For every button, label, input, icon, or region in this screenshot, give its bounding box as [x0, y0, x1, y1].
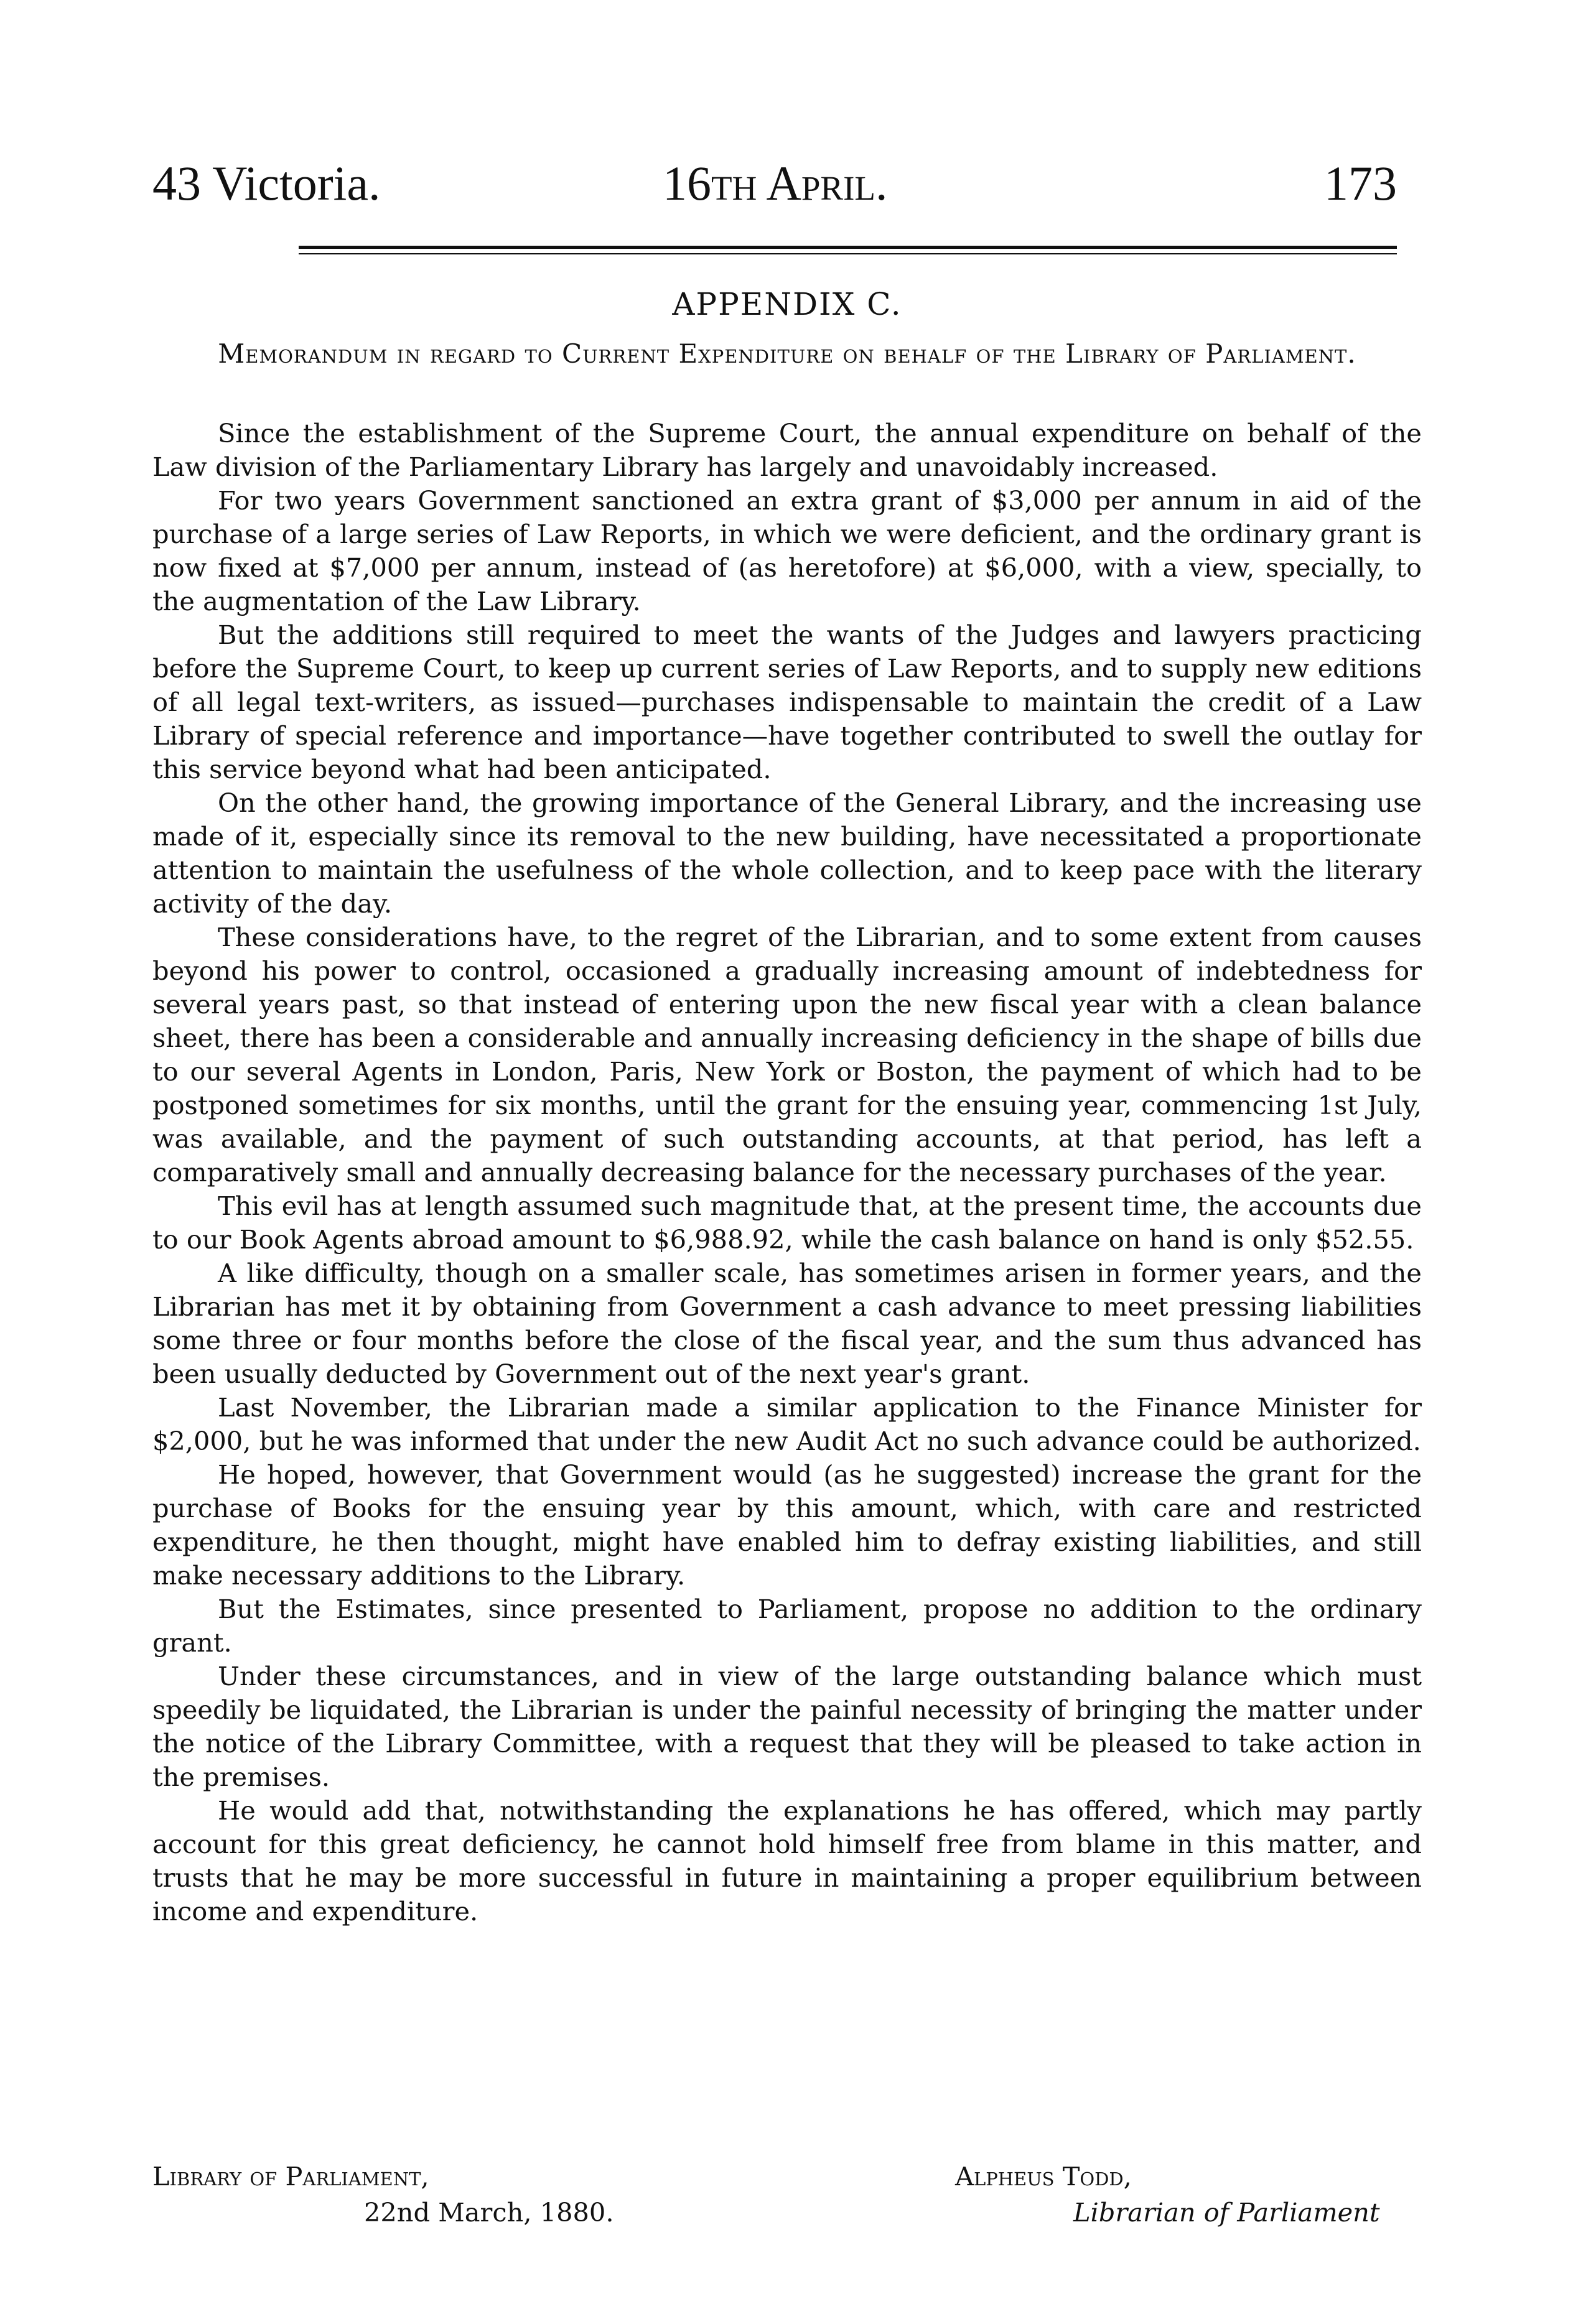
memorandum-body	[152, 417, 1422, 1928]
signatory-title: Librarian of Parliament	[1073, 2197, 1380, 2228]
memorandum-heading: Memorandum in regard to Current Expenditure on behalf of the Library of Parliament.	[218, 338, 1356, 369]
paragraph: He would add that, notwithstanding the explanations he has offered, which may partly account for this great deficiency, he cannot hold himself free from blame in this matter, and trusts that he may be more successful in future in maintaining a proper equilibrium between income and expenditure.	[152, 1795, 1422, 1927]
header-rule-thin	[299, 253, 1397, 254]
paragraph: But the additions still required to meet the wants of the Judges and lawyers practicing before the Supreme Court, to keep up current series of Law Reports, and to supply new editions of all legal text-writers, as issued—purchases indispensable to maintain the credit of a Law Library of special reference and importance—have together contributed to swell the outlay for this service beyond what had been anticipated.	[152, 620, 1422, 784]
paragraph: For two years Government sanctioned an extra grant of $3,000 per annum in aid of the purchase of a large series of Law Reports, in which we were deficient, and the ordinary grant is now fixed at $7,000 per annum, instead of (as heretofore) at $6,000, with a view, specially, to the augmentation of the Law Library.	[152, 485, 1422, 616]
date-label: 16th April.	[663, 156, 888, 210]
paragraph: Since the establishment of the Supreme Court, the annual expenditure on behalf of the Law division of the Parliamentary Library has largely and unavoidably increased.	[152, 418, 1422, 482]
paragraph: On the other hand, the growing importance of the General Library, and the increasing use made of it, especially since its removal to the new building, have necessitated a proportionate attention to maintain the usefulness of the whole collection, and to keep pace with the literary activity of the day.	[152, 788, 1422, 919]
paragraph: Last November, the Librarian made a similar application to the Finance Minister for $2,000, but he was informed that under the new Audit Act no such advance could be authorized.	[152, 1392, 1422, 1456]
signatory-name: Alpheus Todd,	[955, 2161, 1132, 2192]
appendix-title: APPENDIX C.	[672, 286, 902, 322]
signature-block	[152, 2159, 1422, 2239]
session-label: 43 Victoria.	[152, 156, 381, 210]
signature-date: 22nd March, 1880.	[364, 2197, 614, 2228]
running-head	[152, 149, 1397, 218]
paragraph: These considerations have, to the regret of the Librarian, and to some extent from causes beyond his power to control, occasioned a gradually increasing amount of indebtedness for several years past, so that instead of entering upon the new fiscal year with a clean balance sheet, there has been a considerable and annually increasing deficiency in the shape of bills due to our several Agents in London, Paris, New York or Boston, the payment of which had to be postponed sometimes for six months, until the grant for the ensuing year, commencing 1st July, was available, and the payment of such outstanding accounts, at that period, has left a comparatively small and annually decreasing balance for the necessary purchases of the year.	[152, 922, 1422, 1188]
paragraph: This evil has at length assumed such magnitude that, at the present time, the accounts due to our Book Agents abroad amount to $6,988.92, while the cash balance on hand is only $52.55.	[152, 1191, 1422, 1255]
paragraph: A like difficulty, though on a smaller scale, has sometimes arisen in former years, and the Librarian has met it by obtaining from Government a cash advance to meet pressing liabilities some three or four months before the close of the fiscal year, and the sum thus advanced has been usually deducted by Government out of the next year's grant.	[152, 1258, 1422, 1389]
signature-place: Library of Parliament,	[152, 2161, 429, 2192]
paragraph: He hoped, however, that Government would (as he suggested) increase the grant for the purchase of Books for the ensuing year by this amount, which, with care and restricted expenditure, he then thought, might have enabled him to defray existing liabilities, and still make necessary additions to the Library.	[152, 1459, 1422, 1591]
paragraph: But the Estimates, since presented to Parliament, propose no addition to the ordinary grant.	[152, 1594, 1422, 1658]
header-rule-thick	[299, 246, 1397, 249]
page-number: 173	[1324, 156, 1397, 210]
paragraph: Under these circumstances, and in view of the large outstanding balance which must speedily be liquidated, the Librarian is under the painful necessity of bringing the matter under the notice of the Library Committee, with a request that they will be pleased to take action in the premises.	[152, 1661, 1422, 1792]
document-page	[152, 0, 1422, 2324]
